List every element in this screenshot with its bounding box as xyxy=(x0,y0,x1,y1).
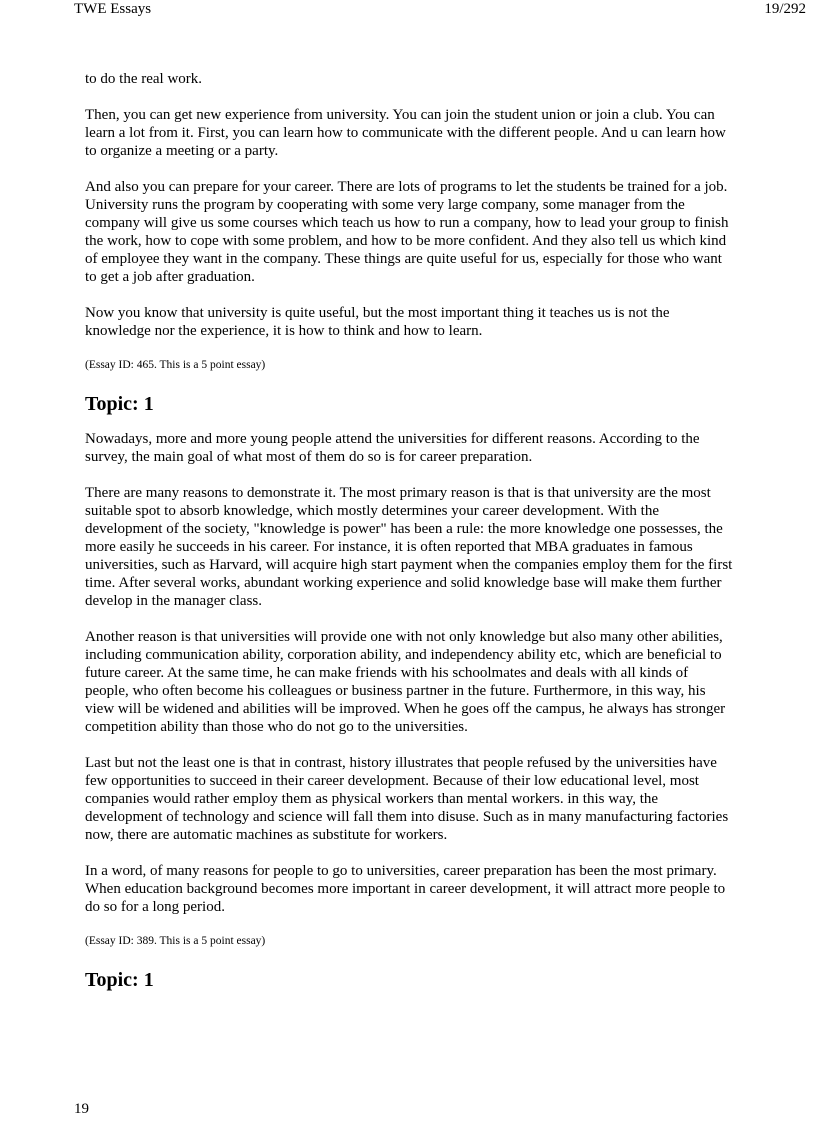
topic-heading: Topic: 1 xyxy=(85,393,154,415)
page-number: 19 xyxy=(74,1101,89,1117)
essay-id-note: (Essay ID: 465. This is a 5 point essay) xyxy=(85,359,266,371)
document-title: TWE Essays xyxy=(74,1,152,17)
paragraph-1: to do the real work. xyxy=(85,71,203,87)
topic-heading: Topic: 1 xyxy=(85,969,154,991)
paragraph-9: In a word, of many reasons for people to go to universities, career preparation has been the most primary. When education background becomes more important in career development, it will attract more people to do so for a long period. xyxy=(85,863,726,915)
paragraph-3: And also you can prepare for your career. There are lots of programs to let the students be trained for a job. University runs the program by cooperating with some very large company, some manager from the company will give us some courses which teach us how to run a company, how to lead your group to finish the work, how to cope with some problem, and how to be more confident. And they also tell us which kind of employee they want in the company. These things are quite useful for us, especially for those who want to get a job after graduation. xyxy=(85,179,729,285)
essay-id-note: (Essay ID: 389. This is a 5 point essay) xyxy=(85,935,266,947)
paragraph-2: Then, you can get new experience from university. You can join the student union or join a club. You can learn a lot from it. First, you can learn how to communicate with the different people. And u can learn how to organize a meeting or a party. xyxy=(85,107,726,159)
page-indicator: 19/292 xyxy=(764,1,806,17)
paragraph-8: Last but not the least one is that in contrast, history illustrates that people refused by the universities have few opportunities to succeed in their career development. Because of their low educational level, most companies would rather employ them as physical workers than mental workers. in this way, the development of technology and science will fall them into disuse. Such as in many manufacturing factories now, there are automatic machines as substitute for workers. xyxy=(85,755,729,843)
page-content xyxy=(85,70,735,1006)
paragraph-6: There are many reasons to demonstrate it. The most primary reason is that is that university are the most suitable spot to absorb knowledge, which mostly determines your career development. With the development of the society, "knowledge is power" has been a rule: the more knowledge one possesses, the more easily he succeeds in his career. For instance, it is often reported that MBA graduates in famous universities, such as Harvard, will acquire high start payment when the companies employ them for the first time. After several works, abundant working experience and solid knowledge base will make them further develop in the manager class. xyxy=(85,485,733,609)
paragraph-7: Another reason is that universities will provide one with not only knowledge but also many other abilities, including communication ability, corporation ability, and independency ability etc, which are beneficial to future career. At the same time, he can make friends with his schoolmates and deals with all kinds of people, who often become his colleagues or business partner in the future. Furthermore, in this way, his view will be widened and abilities will be improved. When he goes off the campus, he always has stronger competition ability than those who do not go to the universities. xyxy=(85,629,726,735)
paragraph-5: Nowadays, more and more young people attend the universities for different reasons. According to the survey, the main goal of what most of them do so is for career preparation. xyxy=(85,431,700,465)
paragraph-4: Now you know that university is quite useful, but the most important thing it teaches us is not the knowledge nor the experience, it is how to think and how to learn. xyxy=(85,305,670,339)
